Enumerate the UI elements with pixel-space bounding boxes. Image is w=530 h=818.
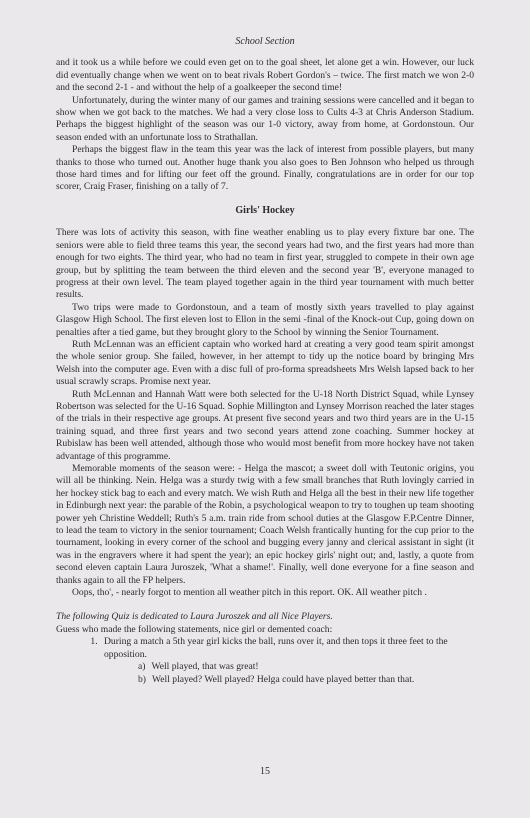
section-heading-girls-hockey: Girls' Hockey — [235, 204, 295, 216]
football-paragraph: Unfortunately, during the winter many of our games and training sessions were cancelled and it began to show when we got back to the matches. We had a very close loss to Cults 4-3 at Chris Anderson Stadium. Perhaps the biggest highlight of the season was our 1-0 victory, away from home, at Gordonstoun. Our season ended with an unfortunate loss to Strathallan. — [56, 94, 474, 143]
hockey-paragraph: There was lots of activity this season, with fine weather enabling us to play every fixture bar one. The seniors were able to field three teams this year, the second years had two, and the first years had more than enough for two eights. The third year, who had no team in first year, struggled to compete in their own age group, but by splitting the team between the third eleven and the second year 'B', everyone managed to progress at their own level. The team played together again in the third year tournament with much better results. — [56, 227, 474, 301]
hockey-paragraph: Ruth McLennan and Hannah Watt were both selected for the U-18 North District Squad, while Lynsey Robertson was selected for the U-16 Squad. Sophie Millington and Lynsey Morrison reached the later stages of the trials in their respective age groups. At present five second years and two third years are in the U-15 training squad, and three first years and two second years attend zone coaching. Summer hockey at Rubislaw has been well attended, although those who would most benefit from more hockey have not taken advantage of this programme. — [56, 388, 474, 462]
quiz-answer-text: Well played? Well played? Helga could have played better than that. — [152, 673, 415, 685]
running-title: School Section — [235, 36, 295, 47]
football-paragraph: and it took us a while before we could even get on to the goal sheet, let alone get a win. However, our luck did eventually change when we went on to beat rivals Robert Gordon's – twice. The first match we won 2-0 and the second 2-1 - and without the help of a goalkeeper the second time! — [56, 57, 474, 94]
hockey-paragraph: Oops, tho', - nearly forgot to mention all weather pitch in this report. OK. All weather pitch . — [72, 587, 427, 599]
page-number: 15 — [260, 766, 270, 777]
quiz-instruction: Guess who made the following statements, nice girl or demented coach: — [56, 623, 333, 635]
quiz-answer-marker: b) — [138, 673, 146, 685]
quiz-answer — [138, 661, 474, 673]
quiz-dedication: The following Quiz is dedicated to Laura Juroszek and all Nice Players. — [56, 611, 333, 623]
hockey-paragraph: Memorable moments of the season were: - Helga the mascot; a sweet doll with Teutonic origins, you will all be thinking. Nein. Helga was a sturdy twig with a few small branches that Ruth lovingly carried in her hockey stick bag to each and every match. We wish Ruth and Helga all the best in their new life together in Edinburgh next year: the parable of the Robin, a psychological weapon to try to toughen up team shooting power yeh Christine Weddell; Ruth's 5 a.m. train ride from school duties at the Glasgow F.P.Centre Dinner, to lead the team to victory in the senior tournament; Coach Welsh frantically hunting for the cup prior to the tournament, looking in every corner of the school and bugging every janny and clerical assistant in sight (it was in the engravers where it had spent the year); an epic hockey girls' night out; and, lastly, a quote from second eleven captain Laura Juroszek, 'What a shame!'. Finally, well done everyone for a fine season and thanks again to all the FP helpers. — [56, 463, 474, 586]
hockey-paragraph: Two trips were made to Gordonstoun, and a team of mostly sixth years travelled to play against Glasgow High School. The first eleven lost to Ellon in the semi -final of the Knock-out Cup, going down on penalties after a tied game, but they brought glory to the School by winning the Senior Tournament. — [56, 301, 474, 338]
quiz-answer — [138, 674, 474, 686]
quiz-answer-list — [104, 661, 474, 686]
quiz-answer-text: Well played, that was great! — [151, 661, 259, 673]
football-paragraph: Perhaps the biggest flaw in the team this year was the lack of interest from possible players, but many thanks to those who turned out. Another huge thank you also goes to Ben Johnson who helped us through those hard times and for lifting our feet off the ground. Finally, congratulations are in order for our top scorer, Craig Fraser, finishing on a tally of 7. — [56, 144, 474, 193]
page-content — [56, 36, 474, 686]
quiz-list — [56, 636, 474, 686]
quiz-answer-marker: a) — [138, 661, 146, 673]
quiz-item-text: During a match a 5th year girl kicks the ball, runs over it, and then tops it three feet to the opposition. — [104, 636, 448, 660]
quiz-item — [100, 636, 474, 686]
hockey-paragraph: Ruth McLennan was an efficient captain who worked hard at creating a very good team spirit amongst the whole senior group. She failed, however, in her attempt to tidy up the notice board by bringing Mrs Welsh into the computer age. Even with a disc full of pro-forma spreadsheets Mrs Welsh lapsed back to her usual scrawly scraps. Promise next year. — [56, 338, 474, 388]
